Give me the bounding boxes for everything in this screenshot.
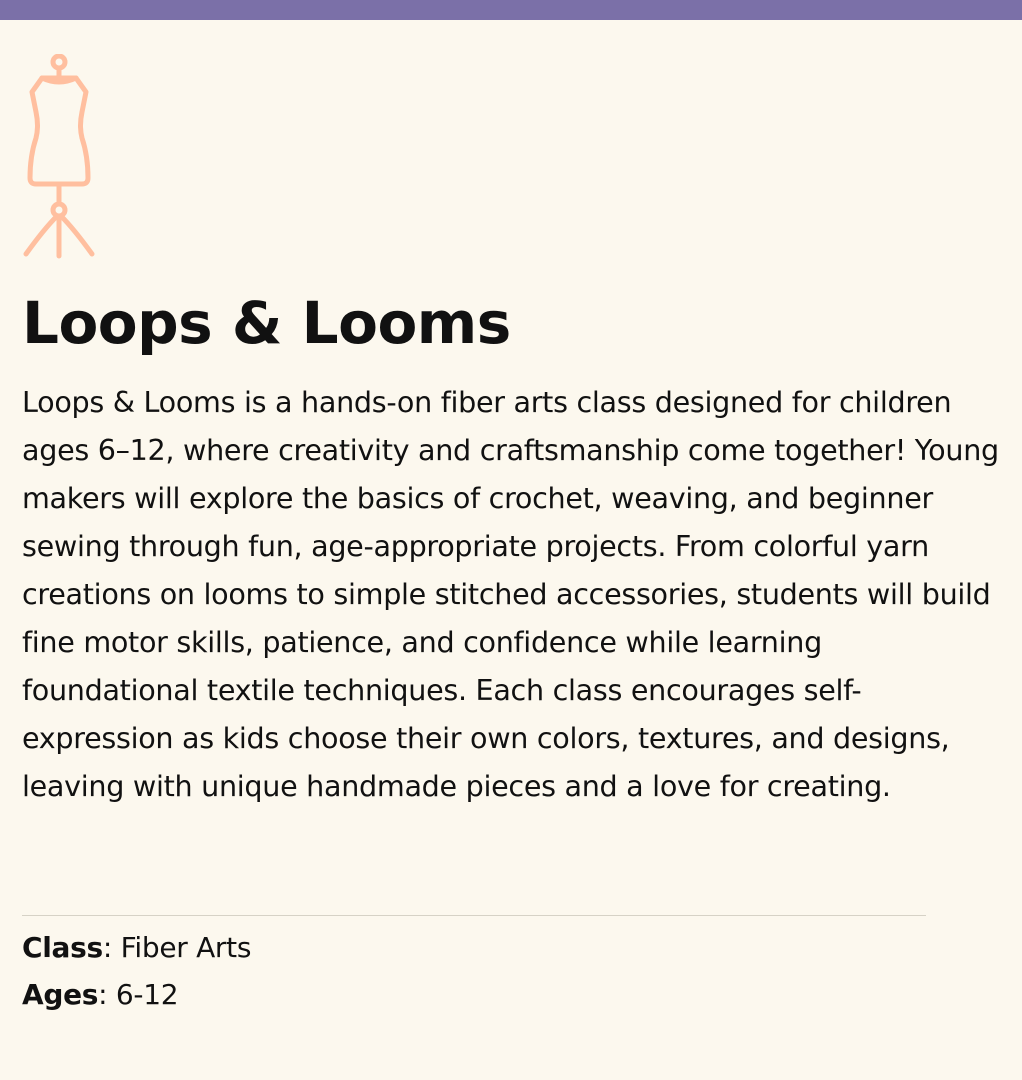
ages-meta-value: 6-12 <box>115 978 179 1011</box>
top-accent-bar <box>0 0 1022 20</box>
class-meta-value: Fiber Arts <box>120 931 252 964</box>
dress-form-icon <box>22 54 96 260</box>
class-title: Loops & Looms <box>22 289 511 357</box>
ages-meta-row <box>22 972 178 1018</box>
class-meta-separator: : <box>102 931 121 964</box>
ages-meta-separator: : <box>98 978 116 1011</box>
class-meta-row <box>22 925 251 971</box>
class-meta-label: Class <box>22 931 103 964</box>
class-description: Loops & Looms is a hands-on fiber arts class designed for children ages 6–12, where creativity and craftsmanship come together! Young makers will explore the basics of crochet, weaving, and beginner sewing through fun, age-appropriate projects. From colorful yarn creations on looms to simple stitched accessories, students will build fine motor skills, patience, and confidence while learning foundational textile techniques. Each class encourages self-expression as kids choose their own colors, textures, and designs, leaving with unique handmade pieces and a love for creating. <box>22 385 999 803</box>
ages-meta-label: Ages <box>22 978 99 1011</box>
divider <box>22 915 926 916</box>
